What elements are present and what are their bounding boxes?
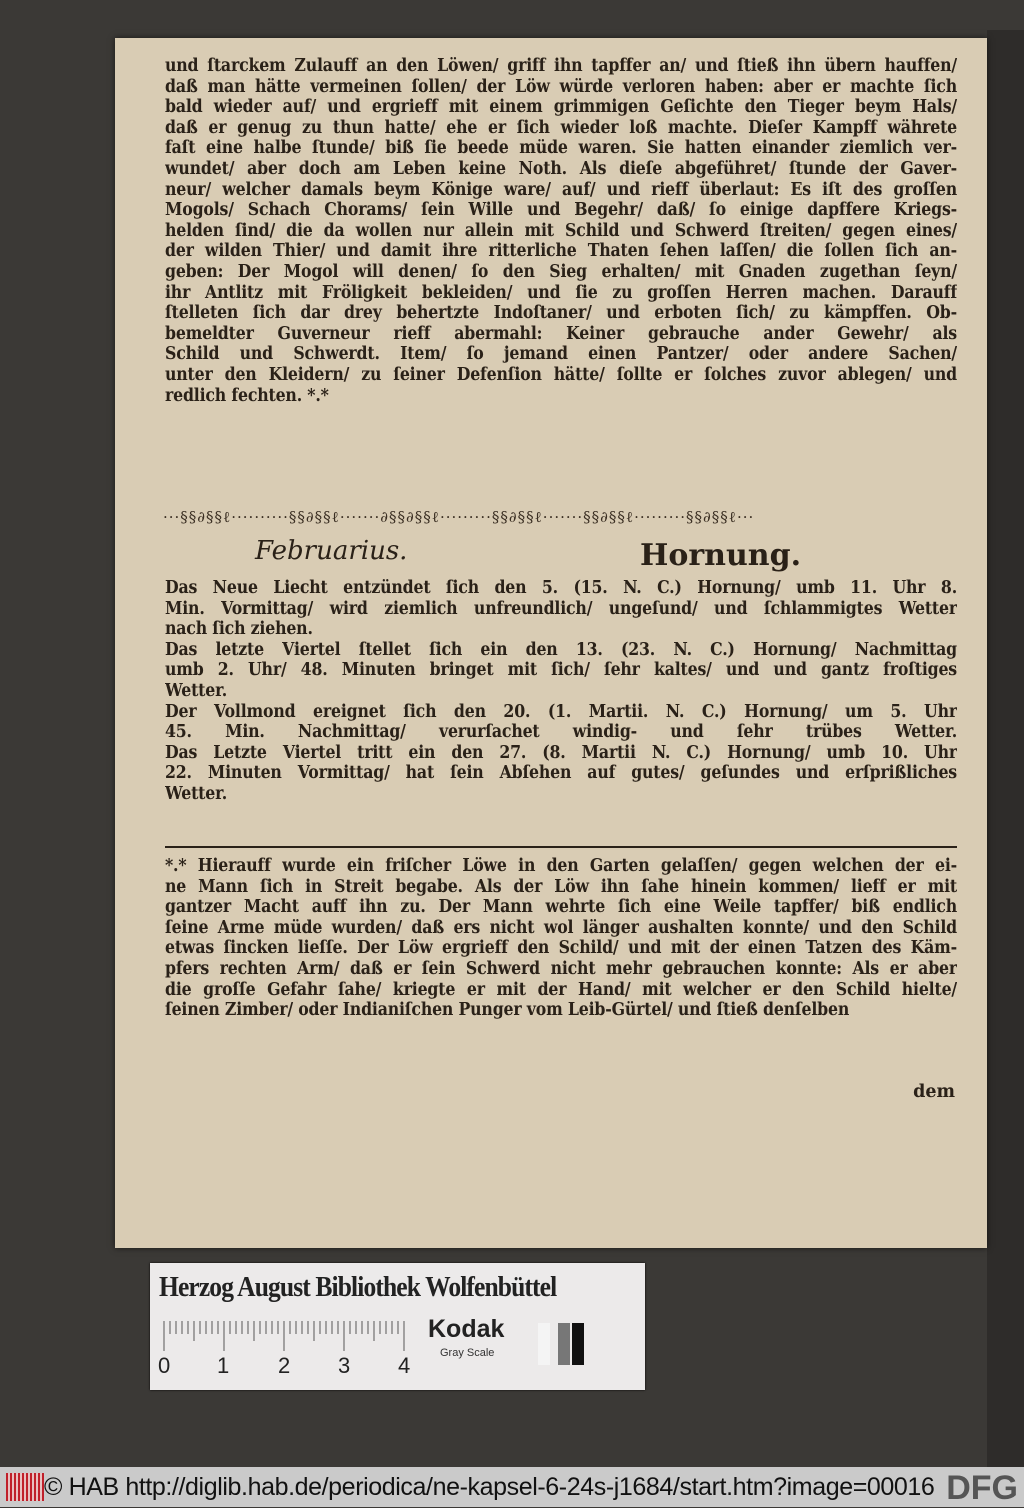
kodak-logo: Kodak [428,1315,505,1343]
text-line: 45. Min. Nachmittag/ verurſachet windig- und ſehr trübes Wetter. [165,722,957,743]
text-line: helden ſind/ die da wollen nur allein mit Schild und Schwerd ſtreiten/ gegen eines/ [165,220,957,241]
text-line: 22. Minuten Vormittag/ hat ſein Abſehen auf gutes/ geſundes und erſprißliches [165,763,957,784]
text-line: die groſſe Gefahr ſahe/ kriegte er mit der Hand/ mit welcher er den Schild hielte/ [165,979,957,1000]
library-color-chart-label [150,1263,645,1390]
text-line: gantzer Macht auff ihn zu. Der Mann wehrte ſich eine Weile tapffer/ biß endlich [165,897,957,918]
text-line: unter den Kleidern/ zu ſeiner Defenſion hätte/ ſollte er ſolches zuvor ablegen/ und [165,364,957,385]
text-line: bald wieder auf/ und ergrieff mit einem grimmigen Geſichte den Tieger beym Hals/ [165,97,957,118]
ruler-number: 3 [338,1353,351,1378]
text-line: Der Vollmond ereignet ſich den 20. (1. Martii. N. C.) Hornung/ um 5. Uhr [165,701,957,722]
horizontal-rule [165,846,957,848]
text-line: ſeinen Zimber/ oder Indianiſchen Punger vom Leib-Gürtel/ und ſtieß denſelben [165,1000,850,1021]
text-line: Mogols/ Schach Chorams/ ſein Wille und Begehr/ daß/ ſo einige dapffere Kriegs- [165,200,957,221]
ruler-number: 1 [217,1353,230,1378]
text-line: faſt eine halbe ſtunde/ biß ſie beede müde waren. Sie hatten einander ziemlich ver- [165,138,957,159]
scan-background-edge [987,30,1024,1467]
text-line: daß er genug zu thun hatte/ ehe er ſich wieder loß machte. Dieſer Kampff währete [165,117,957,138]
document-page [115,38,987,1248]
text-line: ihr Antlitz mit Fröligkeit bekleiden/ und ſie zu groſſen Herren machen. Darauff [165,282,957,303]
text-line: geben: Der Mogol will denen/ ſo den Sieg erhalten/ mit Gnaden zugethan ſeyn/ [165,261,957,282]
text-line: daß man hätte vermeinen ſollen/ der Löw würde verloren haben: aber er machte ſich [165,76,957,97]
text-line: Schild und Schwerdt. Item/ ſo jemand einen Pantzer/ oder andere Sachen/ [165,344,957,365]
text-line: Das Neue Liecht entzündet ſich den 5. (15. N. C.) Hornung/ umb 11. Uhr 8. [165,578,957,598]
month-heading-german: Hornung. [640,538,802,573]
text-line: Wetter. [165,783,228,804]
gray-patch-white [538,1323,550,1365]
text-line: nach ſich ziehen. [165,619,313,640]
library-name: Herzog August Bibliothek Wolfenbüttel [159,1271,557,1303]
text-line: ſtelleten ſich dar drey behertzte Indoſtaner/ und erboten ſich/ zu kämpffen. Ob- [165,303,957,324]
ruler-number: 2 [278,1353,291,1378]
copyright-url[interactable]: © HAB http://diglib.hab.de/periodica/ne-kapsel-6-24s-j1684/start.htm?image=00016 [44,1473,935,1501]
text-line: umb 2. Uhr/ 48. Minuten bringet mit ſich/ ſehr kaltes/ und und gantz froſtiges [165,660,957,681]
dfg-logo: DFG [946,1469,1018,1507]
ornamental-divider: ···§§∂§§ℓ··········§§∂§§ℓ·······∂§§∂§§ℓ·········§§∂§§ℓ·······§§∂§§ℓ·········§§∂§§ℓ··· [163,508,755,526]
text-line: ne Mann ſich in Streit begabe. Als der Löw ihn ſahe hinein kommen/ lieff er mit [165,876,957,897]
ruler-number: 0 [158,1353,171,1378]
footnote-block [165,856,957,1021]
text-line: Wetter. [165,680,228,701]
text-line: bemeldter Guverneur rieff abermahl: Keiner gebrauche ander Gewehr/ als [165,323,957,344]
text-line: Das Letzte Viertel tritt ein den 27. (8. Martii N. C.) Hornung/ umb 10. Uhr [165,742,957,763]
catchword: dem [913,1082,955,1102]
main-text-block [165,56,957,406]
text-line: und ſtarckem Zulauff an den Löwen/ griff ihn tapffer an/ und ſtieß ihn übern hauffen/ [165,56,957,76]
text-line: Das letzte Viertel ſtellet ſich ein den 13. (23. N. C.) Hornung/ Nachmittag [165,639,957,660]
gray-scale-caption: Gray Scale [440,1347,495,1359]
gray-patch-mid [558,1323,570,1365]
gray-patch-black [572,1323,584,1365]
footer-bar [0,1467,1024,1507]
text-line: wundet/ aber doch am Leben keine Noth. Als dieſe abgeführet/ ſtunde der Gaver- [165,158,957,179]
text-line: pfers rechten Arm/ daß er ſein Schwerd nicht mehr gebrauchen konnte: Als er aber [165,958,957,979]
text-line: der wilden Thier/ und damit ihre ritterliche Thaten ſehen laſſen/ die ſollen ſich an- [165,241,957,262]
text-line: Min. Vormittag/ wird ziemlich unfreundlich/ ungeſund/ und ſchlammigtes Wetter [165,598,957,619]
ruler-scale [162,1321,412,1351]
text-line: ſeine Arme müde wurden/ daß ers nicht wol länger aushalten konnte/ und den Schild [165,917,957,938]
text-line: neur/ welcher damals beym Könige ware/ auf/ und rieff überlaut: Es iſt des groſſen [165,179,957,200]
text-line: *.* Hierauff wurde ein friſcher Löwe in den Garten gelaſſen/ gegen welchen der ei- [165,856,957,876]
moon-phases-block [165,578,957,805]
text-line: redlich fechten. *.* [165,385,329,406]
ruler-number: 4 [398,1353,411,1378]
text-line: etwas ſincken lieſſe. Der Löw ergrieff den Schild/ und mit der einen Tatzen des Käm- [165,938,957,959]
hab-logo-icon [6,1473,44,1501]
month-heading-latin: Februarius. [255,536,408,566]
